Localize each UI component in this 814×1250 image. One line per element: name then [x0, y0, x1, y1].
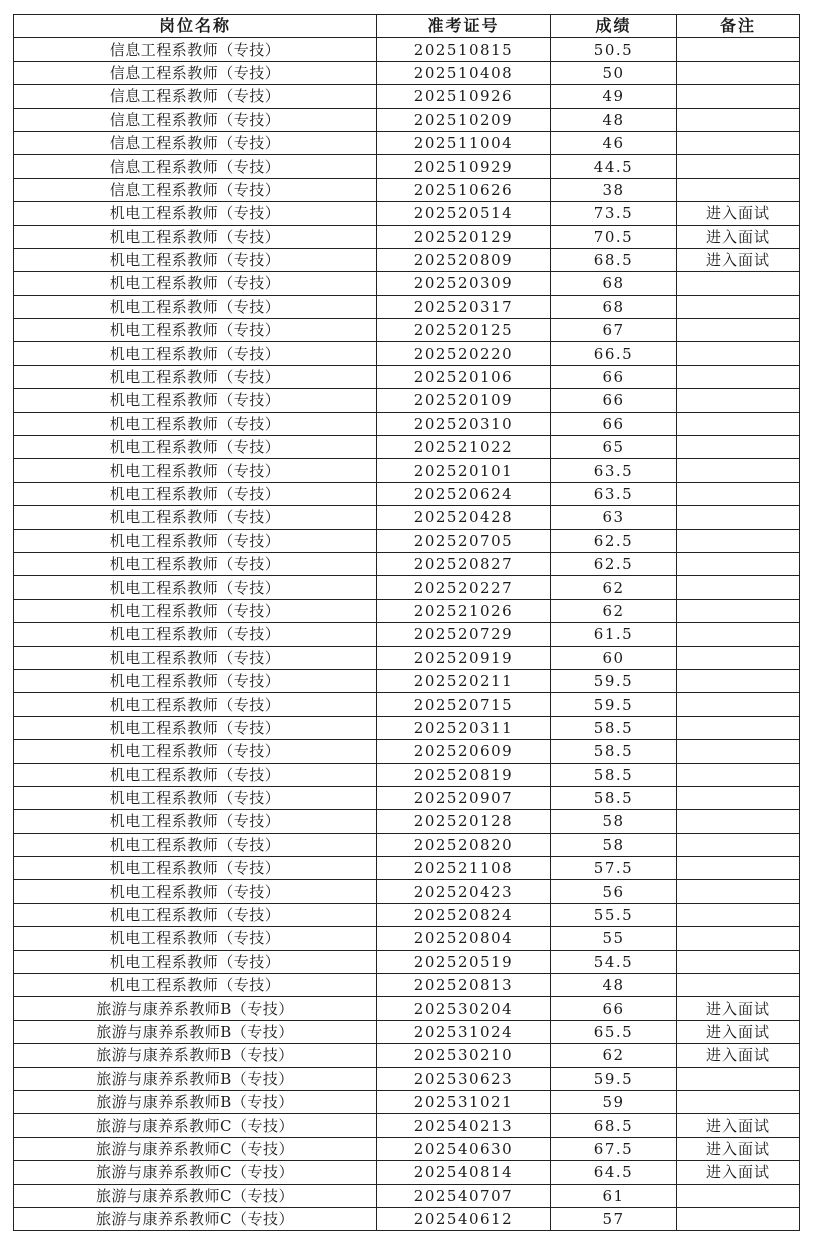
position-cell: 旅游与康养系教师B（专技） [14, 1090, 377, 1113]
exam-number-cell: 202520729 [377, 623, 551, 646]
remark-cell [677, 927, 800, 950]
position-cell: 信息工程系教师（专技） [14, 38, 377, 61]
exam-number-cell: 202510626 [377, 178, 551, 201]
table-row [14, 786, 800, 809]
remark-cell [677, 716, 800, 739]
position-cell: 机电工程系教师（专技） [14, 880, 377, 903]
table-row [14, 272, 800, 295]
remark-cell [677, 295, 800, 318]
remark-cell [677, 108, 800, 131]
exam-number-cell: 202520705 [377, 529, 551, 552]
table-row [14, 880, 800, 903]
remark-cell [677, 412, 800, 435]
header-position: 岗位名称 [14, 15, 377, 38]
position-cell: 信息工程系教师（专技） [14, 155, 377, 178]
table-row [14, 342, 800, 365]
table-row [14, 295, 800, 318]
score-cell: 68 [551, 272, 677, 295]
position-cell: 旅游与康养系教师C（专技） [14, 1184, 377, 1207]
table-row [14, 857, 800, 880]
score-cell: 65.5 [551, 1020, 677, 1043]
remark-cell [677, 529, 800, 552]
remark-cell [677, 786, 800, 809]
position-cell: 机电工程系教师（专技） [14, 740, 377, 763]
table-row [14, 833, 800, 856]
remark-cell [677, 436, 800, 459]
header-remarks: 备注 [677, 15, 800, 38]
table-row [14, 646, 800, 669]
exam-number-cell: 202540814 [377, 1161, 551, 1184]
score-cell: 62 [551, 599, 677, 622]
exam-number-cell: 202520310 [377, 412, 551, 435]
remark-cell [677, 880, 800, 903]
remark-cell: 进入面试 [677, 1044, 800, 1067]
position-cell: 机电工程系教师（专技） [14, 903, 377, 926]
score-cell: 66 [551, 365, 677, 388]
remark-cell [677, 155, 800, 178]
position-cell: 信息工程系教师（专技） [14, 131, 377, 154]
table-row [14, 178, 800, 201]
exam-number-cell: 202520129 [377, 225, 551, 248]
position-cell: 机电工程系教师（专技） [14, 482, 377, 505]
score-cell: 63 [551, 506, 677, 529]
remark-cell [677, 576, 800, 599]
score-cell: 38 [551, 178, 677, 201]
exam-number-cell: 202520820 [377, 833, 551, 856]
table-row [14, 459, 800, 482]
score-cell: 58.5 [551, 716, 677, 739]
table-row [14, 1020, 800, 1043]
remark-cell: 进入面试 [677, 1114, 800, 1137]
exam-number-cell: 202540612 [377, 1207, 551, 1230]
score-cell: 60 [551, 646, 677, 669]
position-cell: 信息工程系教师（专技） [14, 61, 377, 84]
score-cell: 68.5 [551, 248, 677, 271]
score-cell: 62 [551, 1044, 677, 1067]
score-cell: 48 [551, 108, 677, 131]
exam-number-cell: 202520211 [377, 669, 551, 692]
table-row [14, 1161, 800, 1184]
exam-number-cell: 202520819 [377, 763, 551, 786]
score-cell: 66 [551, 389, 677, 412]
remark-cell [677, 131, 800, 154]
score-cell: 67.5 [551, 1137, 677, 1160]
remark-cell [677, 506, 800, 529]
remark-cell [677, 833, 800, 856]
exam-number-cell: 202511004 [377, 131, 551, 154]
exam-number-cell: 202520227 [377, 576, 551, 599]
position-cell: 机电工程系教师（专技） [14, 857, 377, 880]
table-row [14, 61, 800, 84]
score-cell: 59.5 [551, 1067, 677, 1090]
score-cell: 56 [551, 880, 677, 903]
score-cell: 50 [551, 61, 677, 84]
position-cell: 旅游与康养系教师B（专技） [14, 997, 377, 1020]
position-cell: 机电工程系教师（专技） [14, 389, 377, 412]
exam-number-cell: 202520106 [377, 365, 551, 388]
position-cell: 机电工程系教师（专技） [14, 716, 377, 739]
remark-cell [677, 319, 800, 342]
table-row [14, 669, 800, 692]
position-cell: 机电工程系教师（专技） [14, 974, 377, 997]
score-cell: 65 [551, 436, 677, 459]
position-cell: 机电工程系教师（专技） [14, 623, 377, 646]
score-cell: 57 [551, 1207, 677, 1230]
remark-cell [677, 365, 800, 388]
remark-cell [677, 1090, 800, 1113]
position-cell: 机电工程系教师（专技） [14, 295, 377, 318]
exam-number-cell: 202520514 [377, 202, 551, 225]
position-cell: 机电工程系教师（专技） [14, 927, 377, 950]
remark-cell: 进入面试 [677, 225, 800, 248]
exam-number-cell: 202520311 [377, 716, 551, 739]
position-cell: 旅游与康养系教师B（专技） [14, 1020, 377, 1043]
score-cell: 48 [551, 974, 677, 997]
score-cell: 61.5 [551, 623, 677, 646]
table-row [14, 810, 800, 833]
exam-number-cell: 202520824 [377, 903, 551, 926]
score-cell: 62.5 [551, 529, 677, 552]
position-cell: 信息工程系教师（专技） [14, 178, 377, 201]
score-cell: 66.5 [551, 342, 677, 365]
exam-number-cell: 202521108 [377, 857, 551, 880]
remark-cell [677, 482, 800, 505]
table-row [14, 155, 800, 178]
exam-number-cell: 202520109 [377, 389, 551, 412]
remark-cell [677, 178, 800, 201]
remark-cell: 进入面试 [677, 1161, 800, 1184]
table-row [14, 763, 800, 786]
position-cell: 机电工程系教师（专技） [14, 646, 377, 669]
position-cell: 信息工程系教师（专技） [14, 85, 377, 108]
remark-cell: 进入面试 [677, 997, 800, 1020]
score-cell: 57.5 [551, 857, 677, 880]
table-row [14, 693, 800, 716]
remark-cell [677, 669, 800, 692]
position-cell: 机电工程系教师（专技） [14, 365, 377, 388]
score-cell: 67 [551, 319, 677, 342]
score-cell: 59.5 [551, 669, 677, 692]
score-cell: 61 [551, 1184, 677, 1207]
position-cell: 信息工程系教师（专技） [14, 108, 377, 131]
table-row [14, 903, 800, 926]
table-row [14, 365, 800, 388]
remark-cell [677, 1184, 800, 1207]
score-cell: 66 [551, 997, 677, 1020]
remark-cell [677, 857, 800, 880]
exam-number-cell: 202530204 [377, 997, 551, 1020]
remark-cell [677, 693, 800, 716]
score-cell: 73.5 [551, 202, 677, 225]
table-row [14, 1184, 800, 1207]
exam-number-cell: 202520519 [377, 950, 551, 973]
remark-cell [677, 552, 800, 575]
table-row [14, 482, 800, 505]
position-cell: 旅游与康养系教师B（专技） [14, 1044, 377, 1067]
position-cell: 机电工程系教师（专技） [14, 763, 377, 786]
header-score: 成绩 [551, 15, 677, 38]
remark-cell [677, 61, 800, 84]
remark-cell [677, 85, 800, 108]
score-cell: 66 [551, 412, 677, 435]
table-row [14, 1114, 800, 1137]
remark-cell [677, 810, 800, 833]
position-cell: 机电工程系教师（专技） [14, 810, 377, 833]
remark-cell: 进入面试 [677, 248, 800, 271]
position-cell: 机电工程系教师（专技） [14, 272, 377, 295]
exam-number-cell: 202520804 [377, 927, 551, 950]
position-cell: 机电工程系教师（专技） [14, 833, 377, 856]
score-cell: 58 [551, 810, 677, 833]
position-cell: 机电工程系教师（专技） [14, 436, 377, 459]
exam-number-cell: 202520813 [377, 974, 551, 997]
table-row [14, 997, 800, 1020]
exam-number-cell: 202520809 [377, 248, 551, 271]
remark-cell [677, 38, 800, 61]
exam-number-cell: 202521026 [377, 599, 551, 622]
score-cell: 50.5 [551, 38, 677, 61]
exam-number-cell: 202520715 [377, 693, 551, 716]
exam-number-cell: 202520423 [377, 880, 551, 903]
position-cell: 旅游与康养系教师C（专技） [14, 1207, 377, 1230]
remark-cell [677, 763, 800, 786]
score-cell: 55 [551, 927, 677, 950]
table-row [14, 436, 800, 459]
position-cell: 机电工程系教师（专技） [14, 202, 377, 225]
table-row [14, 506, 800, 529]
remark-cell [677, 623, 800, 646]
exam-number-cell: 202510408 [377, 61, 551, 84]
score-cell: 46 [551, 131, 677, 154]
remark-cell: 进入面试 [677, 1020, 800, 1043]
exam-number-cell: 202520609 [377, 740, 551, 763]
remark-cell [677, 389, 800, 412]
position-cell: 机电工程系教师（专技） [14, 459, 377, 482]
remark-cell [677, 950, 800, 973]
exam-number-cell: 202520624 [377, 482, 551, 505]
position-cell: 机电工程系教师（专技） [14, 786, 377, 809]
exam-number-cell: 202520125 [377, 319, 551, 342]
position-cell: 机电工程系教师（专技） [14, 319, 377, 342]
table-row [14, 599, 800, 622]
remark-cell: 进入面试 [677, 1137, 800, 1160]
remark-cell: 进入面试 [677, 202, 800, 225]
table-row [14, 740, 800, 763]
table-row [14, 950, 800, 973]
score-cell: 64.5 [551, 1161, 677, 1184]
position-cell: 旅游与康养系教师B（专技） [14, 1067, 377, 1090]
table-row [14, 1067, 800, 1090]
remark-cell [677, 1067, 800, 1090]
position-cell: 旅游与康养系教师C（专技） [14, 1137, 377, 1160]
exam-number-cell: 202520919 [377, 646, 551, 669]
exam-number-cell: 202520128 [377, 810, 551, 833]
score-cell: 68 [551, 295, 677, 318]
table-row [14, 529, 800, 552]
table-row [14, 248, 800, 271]
score-cell: 62.5 [551, 552, 677, 575]
remark-cell [677, 1207, 800, 1230]
table-row [14, 225, 800, 248]
table-row [14, 412, 800, 435]
position-cell: 旅游与康养系教师C（专技） [14, 1161, 377, 1184]
table-row [14, 623, 800, 646]
header-exam-number: 准考证号 [377, 15, 551, 38]
exam-number-cell: 202510929 [377, 155, 551, 178]
exam-number-cell: 202520317 [377, 295, 551, 318]
table-row [14, 552, 800, 575]
score-cell: 54.5 [551, 950, 677, 973]
position-cell: 机电工程系教师（专技） [14, 552, 377, 575]
exam-number-cell: 202520827 [377, 552, 551, 575]
remark-cell [677, 272, 800, 295]
score-cell: 58 [551, 833, 677, 856]
score-cell: 59 [551, 1090, 677, 1113]
remark-cell [677, 974, 800, 997]
remark-cell [677, 599, 800, 622]
remark-cell [677, 342, 800, 365]
exam-number-cell: 202540707 [377, 1184, 551, 1207]
position-cell: 机电工程系教师（专技） [14, 248, 377, 271]
remark-cell [677, 740, 800, 763]
table-row [14, 974, 800, 997]
score-cell: 63.5 [551, 459, 677, 482]
table-row [14, 1207, 800, 1230]
table-row [14, 131, 800, 154]
table-row [14, 1044, 800, 1067]
exam-number-cell: 202531021 [377, 1090, 551, 1113]
exam-number-cell: 202521022 [377, 436, 551, 459]
table-row [14, 1090, 800, 1113]
score-cell: 58.5 [551, 740, 677, 763]
score-cell: 58.5 [551, 786, 677, 809]
position-cell: 机电工程系教师（专技） [14, 506, 377, 529]
position-cell: 机电工程系教师（专技） [14, 225, 377, 248]
table-row [14, 1137, 800, 1160]
table-row [14, 85, 800, 108]
exam-number-cell: 202510815 [377, 38, 551, 61]
score-cell: 55.5 [551, 903, 677, 926]
table-row [14, 927, 800, 950]
table-row [14, 319, 800, 342]
exam-number-cell: 202520309 [377, 272, 551, 295]
exam-number-cell: 202520428 [377, 506, 551, 529]
exam-number-cell: 202530623 [377, 1067, 551, 1090]
position-cell: 机电工程系教师（专技） [14, 576, 377, 599]
position-cell: 机电工程系教师（专技） [14, 342, 377, 365]
exam-number-cell: 202540630 [377, 1137, 551, 1160]
remark-cell [677, 646, 800, 669]
table-row [14, 389, 800, 412]
table-row [14, 576, 800, 599]
score-cell: 58.5 [551, 763, 677, 786]
exam-number-cell: 202520101 [377, 459, 551, 482]
table-row [14, 38, 800, 61]
score-cell: 49 [551, 85, 677, 108]
remark-cell [677, 459, 800, 482]
position-cell: 机电工程系教师（专技） [14, 669, 377, 692]
exam-number-cell: 202510209 [377, 108, 551, 131]
score-cell: 63.5 [551, 482, 677, 505]
position-cell: 机电工程系教师（专技） [14, 599, 377, 622]
table-body [14, 38, 800, 1231]
exam-number-cell: 202540213 [377, 1114, 551, 1137]
position-cell: 机电工程系教师（专技） [14, 412, 377, 435]
exam-number-cell: 202531024 [377, 1020, 551, 1043]
header-row [14, 15, 800, 38]
table-row [14, 716, 800, 739]
score-cell: 70.5 [551, 225, 677, 248]
position-cell: 机电工程系教师（专技） [14, 693, 377, 716]
table-row [14, 202, 800, 225]
score-cell: 68.5 [551, 1114, 677, 1137]
results-table [13, 14, 800, 1231]
score-cell: 62 [551, 576, 677, 599]
exam-number-cell: 202530210 [377, 1044, 551, 1067]
position-cell: 机电工程系教师（专技） [14, 529, 377, 552]
score-cell: 59.5 [551, 693, 677, 716]
exam-number-cell: 202510926 [377, 85, 551, 108]
remark-cell [677, 903, 800, 926]
exam-number-cell: 202520907 [377, 786, 551, 809]
position-cell: 机电工程系教师（专技） [14, 950, 377, 973]
table-row [14, 108, 800, 131]
exam-number-cell: 202520220 [377, 342, 551, 365]
position-cell: 旅游与康养系教师C（专技） [14, 1114, 377, 1137]
score-cell: 44.5 [551, 155, 677, 178]
